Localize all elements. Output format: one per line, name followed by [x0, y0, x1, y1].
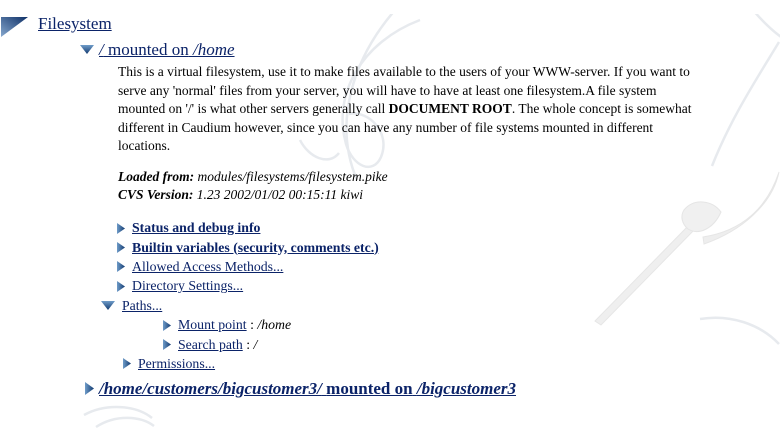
unfold-triangle-icon[interactable]	[80, 45, 94, 54]
permissions-link[interactable]: Permissions...	[138, 355, 216, 371]
paths-link[interactable]: Paths...	[122, 297, 163, 313]
directory-settings-link[interactable]: Directory Settings...	[132, 278, 244, 294]
description-text-after: . The whole concept is somewhat different in Caudium however, since you can have any number of file systems mounted in different locations.	[118, 101, 692, 153]
module-home-path: /	[99, 40, 104, 59]
module-bigcustomer3-mountpoint: /bigcustomer3	[416, 378, 517, 398]
menu-item-mount-point[interactable]	[0, 315, 780, 334]
cvs-version-value: 1.23 2002/01/02 00:15:11 kiwi	[196, 187, 364, 202]
search-path-value: /	[253, 336, 258, 352]
module-home-link[interactable]	[99, 40, 235, 59]
module-row-home	[80, 39, 780, 60]
menu-item-allowed-access[interactable]	[0, 257, 780, 276]
menu-item-status[interactable]	[0, 219, 780, 238]
module-bigcustomer3-path: /home/customers/bigcustomer3/	[99, 378, 322, 398]
module-bigcustomer3-link[interactable]	[99, 379, 516, 398]
mount-point-separator: :	[250, 317, 254, 333]
description-bold: DOCUMENT ROOT	[388, 101, 512, 116]
fold-triangle-icon[interactable]	[117, 223, 125, 234]
mounted-on-label: mounted on	[107, 40, 189, 59]
menu-item-directory-settings[interactable]	[0, 277, 780, 296]
module-meta	[118, 168, 780, 205]
fold-triangle-icon[interactable]	[117, 242, 125, 253]
fold-corner-icon[interactable]	[1, 17, 29, 38]
module-home-mountpoint: /home	[192, 40, 235, 59]
page-title	[38, 14, 780, 34]
loaded-from-label: Loaded from:	[118, 168, 195, 184]
search-path-separator: :	[246, 336, 251, 352]
menu-item-builtin[interactable]	[0, 238, 780, 257]
cvs-version-line	[118, 186, 780, 205]
fold-triangle-icon[interactable]	[117, 261, 125, 272]
fold-triangle-icon[interactable]	[163, 320, 171, 331]
description-text: This is a virtual filesystem, use it to make files available to the users of your WWW-server. If you want to serve any 'normal' files from your server, you will have to have at least one filesystem.A file system mounted on '/' is what other servers generally call	[118, 64, 690, 116]
menu-item-search-path[interactable]	[0, 335, 780, 354]
loaded-from-line	[118, 168, 780, 187]
mounted-on-label: mounted on	[326, 378, 413, 398]
fold-triangle-icon[interactable]	[163, 339, 171, 350]
mount-point-value: /home	[257, 317, 292, 333]
fold-triangle-icon[interactable]	[85, 382, 94, 395]
module-description	[118, 63, 694, 156]
module-menu	[0, 219, 780, 374]
builtin-variables-link[interactable]: Builtin variables (security, comments etc.)	[132, 239, 379, 255]
unfold-triangle-icon[interactable]	[101, 301, 115, 310]
search-path-link[interactable]: Search path	[178, 336, 243, 352]
menu-item-permissions[interactable]	[0, 354, 780, 373]
fold-triangle-icon[interactable]	[117, 281, 125, 292]
module-row-bigcustomer3	[85, 378, 780, 399]
allowed-access-link[interactable]: Allowed Access Methods...	[132, 258, 284, 274]
cvs-version-label: CVS Version:	[118, 187, 194, 202]
status-debug-link[interactable]: Status and debug info	[132, 220, 261, 236]
menu-item-paths[interactable]	[0, 296, 780, 315]
mount-point-link[interactable]: Mount point	[178, 317, 247, 333]
filesystem-group-link[interactable]: Filesystem	[38, 14, 112, 33]
loaded-from-value: modules/filesystems/filesystem.pike	[197, 168, 388, 184]
fold-triangle-icon[interactable]	[123, 358, 131, 369]
